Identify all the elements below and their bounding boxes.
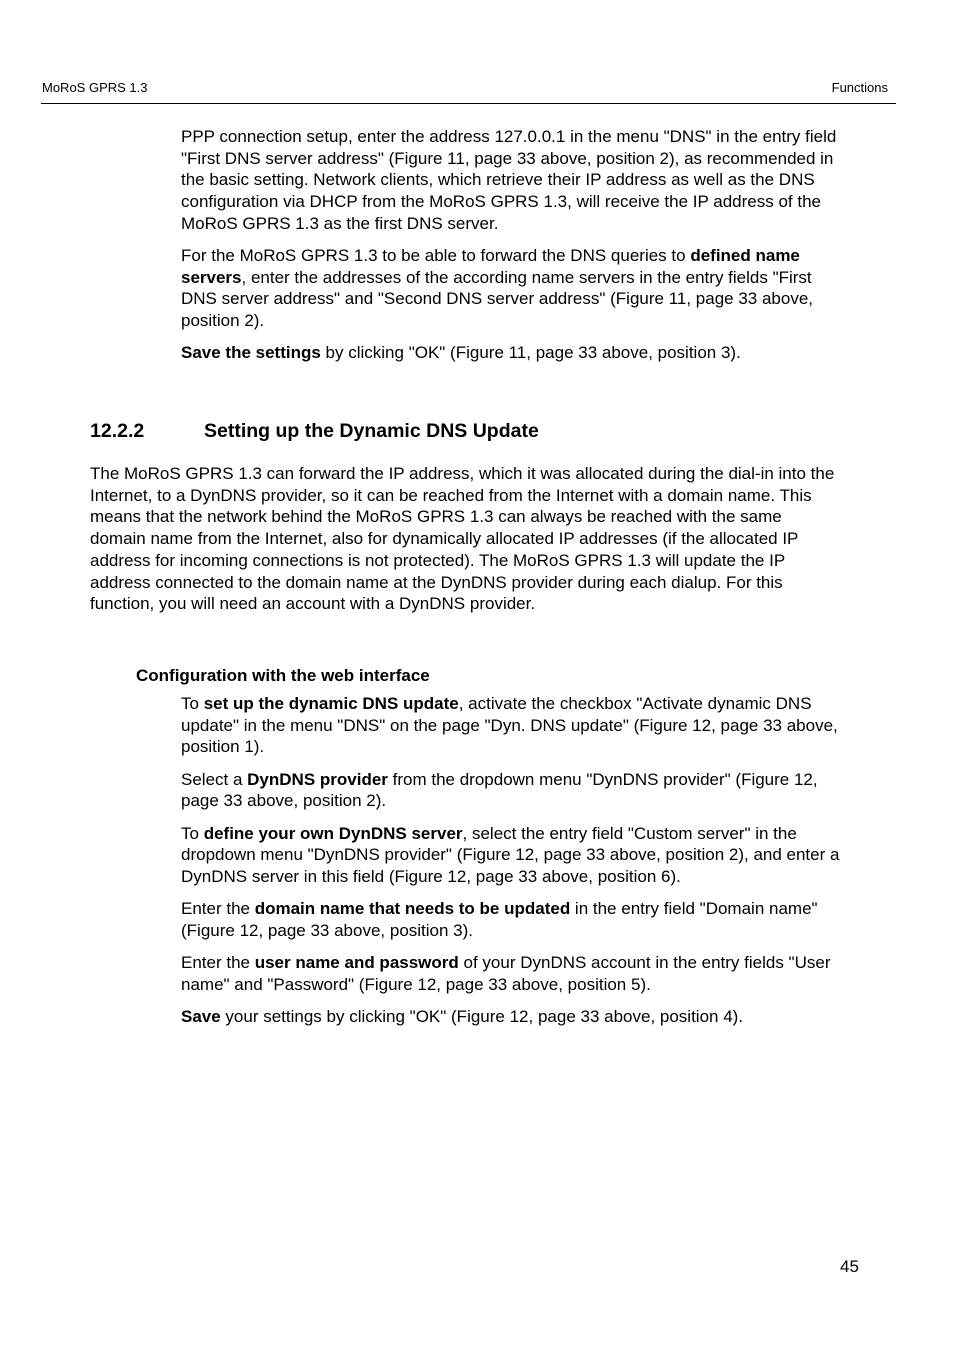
- intro-paragraph-1: PPP connection setup, enter the address 127.0.0.1 in the menu "DNS" in the entry field "First DNS server address" (Figure 11, page 33 above, position 2), as recommended in the basic setting. Network clients, which retrieve their IP address as well as the DNS configuration via DHCP from the MoRoS GPRS 1.3, will receive the IP address of the MoRoS GPRS 1.3 as the first DNS server.: [181, 127, 837, 233]
- intro-paragraph-3: [181, 342, 841, 364]
- text: To: [181, 694, 204, 713]
- config-steps: [181, 693, 841, 1038]
- config-step-5: [181, 952, 841, 995]
- bold-text: user name and password: [254, 953, 459, 973]
- intro-paragraph-2: [181, 245, 841, 332]
- bold-text: Save: [181, 1006, 221, 1026]
- section-paragraph: The MoRoS GPRS 1.3 can forward the IP address, which it was allocated during the dial-in into the Internet, to a DynDNS provider, so it can be reached from the Internet with a domain name. This means that the network behind the MoRoS GPRS 1.3 can always be reached with the same domain name from the Internet, also for dynamically allocated IP addresses (if the allocated IP address for incoming connections is not protected). The MoRoS GPRS 1.3 will update the IP address connected to the domain name at the DynDNS provider during each dialup. For this function, you will need an account with a DynDNS provider.: [90, 464, 835, 614]
- config-step-4: [181, 898, 841, 941]
- text: , select the entry field "Custom server" in the dropdown menu "DynDNS provider" (Figure 12, page 33 above, position 2), and enter a DynDNS server in this field (Figure 12, page 33 above, position 6).: [181, 823, 840, 886]
- text: from the dropdown menu "DynDNS provider" (Figure 12, page 33 above, position 2).: [181, 769, 818, 811]
- text: , enter the addresses of the according name servers in the entry fields "First DNS server address" and "Second DNS server address" (Figure 11, page 33 above, position 2).: [181, 267, 813, 331]
- config-step-3: [181, 823, 841, 888]
- bold-text: defined name servers: [181, 246, 800, 287]
- text: in the entry field "Domain name" (Figure 12, page 33 above, position 3).: [181, 899, 818, 940]
- config-step-2: [181, 769, 841, 812]
- page-number: 45: [840, 1257, 859, 1276]
- header-chapter-title: Functions: [831, 80, 888, 95]
- section-number: 12.2.2: [90, 420, 145, 442]
- text: of your DynDNS account in the entry fields "User name" and "Password" (Figure 12, page 33 above, position 5).: [181, 953, 831, 994]
- config-step-6: [181, 1006, 841, 1028]
- text: To: [181, 823, 204, 843]
- text: your settings by clicking "OK" (Figure 12, page 33 above, position 4).: [220, 1006, 744, 1026]
- page-header: [41, 79, 896, 104]
- bold-text: define your own DynDNS server: [203, 823, 463, 843]
- intro-block: [181, 126, 841, 375]
- section-title: Setting up the Dynamic DNS Update: [204, 420, 539, 442]
- text: , activate the checkbox "Activate dynamic DNS update" in the menu "DNS" on the page "Dyn. DNS update" (Figure 12, page 33 above, position 1).: [181, 694, 838, 757]
- text: Select a: [181, 769, 248, 789]
- text: by clicking "OK" (Figure 11, page 33 above, position 3).: [320, 343, 741, 363]
- bold-text: DynDNS provider: [247, 769, 388, 789]
- config-heading: Configuration with the web interface: [136, 666, 430, 685]
- section-body: [90, 463, 842, 625]
- bold-text: Save the settings: [181, 343, 321, 363]
- bold-text: set up the dynamic DNS update: [203, 694, 459, 713]
- text: Enter the: [181, 953, 255, 973]
- config-step-1: [181, 693, 841, 758]
- section-heading: [90, 420, 539, 443]
- text: For the MoRoS GPRS 1.3 to be able to forward the DNS queries to: [181, 246, 691, 266]
- bold-text: domain name that needs to be updated: [254, 899, 571, 919]
- text: Enter the: [181, 899, 255, 919]
- header-document-title: MoRoS GPRS 1.3: [42, 80, 148, 95]
